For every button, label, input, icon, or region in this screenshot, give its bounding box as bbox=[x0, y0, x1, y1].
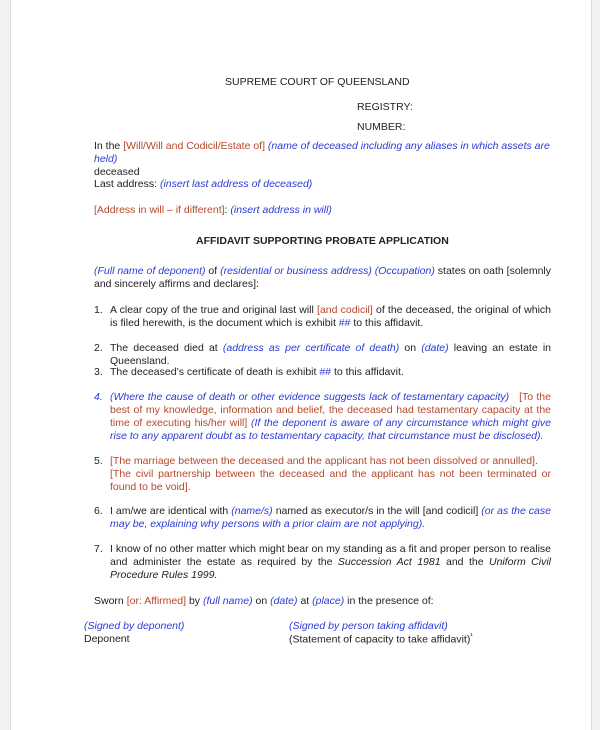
succession-act: Succession Act 1981 bbox=[337, 556, 441, 568]
sworn-text: Sworn bbox=[94, 595, 127, 607]
list-item-1 bbox=[94, 304, 551, 330]
date-hint: (date) bbox=[421, 342, 449, 354]
sworn-text: in the presence of: bbox=[344, 595, 434, 607]
item-text: leaving an estate in Queensland. bbox=[110, 342, 551, 367]
sworn-text: by bbox=[186, 595, 203, 607]
exhibit-placeholder: ## bbox=[319, 366, 332, 378]
list-item-5 bbox=[94, 455, 551, 494]
list-item-2 bbox=[94, 342, 551, 368]
list-item-6 bbox=[94, 505, 551, 531]
item-text: A clear copy of the true and original last will bbox=[110, 304, 318, 316]
item-text: and the bbox=[440, 556, 489, 568]
address-in-will-line bbox=[94, 204, 551, 217]
item-text: I am/we are identical with bbox=[110, 505, 232, 517]
number-label: NUMBER: bbox=[357, 121, 406, 133]
affirmed-option: [or: Affirmed] bbox=[126, 595, 187, 607]
intro-paragraph bbox=[94, 140, 551, 179]
item-text: on bbox=[399, 342, 422, 354]
item-number: 7. bbox=[94, 543, 103, 555]
place-hint: (place) bbox=[312, 595, 345, 607]
deponent-of: of bbox=[205, 265, 221, 277]
item-text: to this affidavit. bbox=[350, 317, 424, 329]
item-text: named as executor/s in the will [and codicil] bbox=[272, 505, 482, 517]
date-hint: (date) bbox=[270, 595, 298, 607]
document-page bbox=[10, 0, 592, 730]
deponent-full-name: (Full name of deponent) bbox=[94, 265, 206, 277]
deponent-label: Deponent bbox=[84, 633, 130, 645]
last-address-hint: (insert last address of deceased) bbox=[159, 178, 313, 190]
sworn-line bbox=[94, 595, 551, 608]
address-in-will-colon: : bbox=[224, 204, 231, 216]
prior-claim-hint: (or as the case may be, explaining why persons with a prior claim are not applying). bbox=[110, 505, 551, 530]
name-hint: (name of deceased including any aliases in which assets are held) bbox=[94, 140, 550, 165]
civil-procedure-rules: Uniform Civil Procedure Rules 1999. bbox=[110, 556, 551, 581]
deponent-signature-hint: (Signed by deponent) bbox=[84, 620, 185, 632]
witness-capacity-label bbox=[289, 633, 473, 646]
item-number: 4. bbox=[94, 391, 103, 403]
witness-capacity-text: (Statement of capacity to take affidavit) bbox=[289, 633, 471, 646]
court-heading: SUPREME COURT OF QUEENSLAND bbox=[225, 76, 410, 88]
deceased-text: deceased bbox=[94, 166, 140, 178]
full-name-hint: (full name) bbox=[202, 595, 253, 607]
registry-label: REGISTRY: bbox=[357, 101, 413, 113]
deponent-address: (residential or business address) bbox=[220, 265, 372, 277]
capacity-statement: [To the best of my knowledge, information and belief, the deceased had testamentary capacity at the time of executing his/her will] bbox=[110, 391, 551, 429]
list-item-4 bbox=[94, 391, 551, 443]
in-the-text: In the bbox=[94, 140, 124, 152]
exhibit-placeholder: ## bbox=[338, 317, 351, 329]
deponent-occupation: (Occupation) bbox=[374, 265, 435, 277]
item-number: 1. bbox=[94, 304, 103, 316]
list-item-3 bbox=[94, 366, 551, 379]
marriage-statement: [The marriage between the deceased and the applicant has not been dissolved or annulled]. bbox=[110, 455, 538, 467]
deponent-paragraph bbox=[94, 265, 551, 291]
witness-signature-hint: (Signed by person taking affidavit) bbox=[289, 620, 448, 632]
item-text: The deceased’s certificate of death is exhibit bbox=[110, 366, 320, 378]
last-address-line bbox=[94, 178, 551, 191]
item-number: 5. bbox=[94, 455, 103, 467]
item-text: The deceased died at bbox=[110, 342, 223, 354]
item-text: of the deceased, the original of which is filed herewith, is the document which is exhibit bbox=[110, 304, 551, 329]
capacity-hint: (Where the cause of death or other evidence suggests lack of testamentary capacity) bbox=[110, 391, 510, 403]
death-address-hint: (address as per certificate of death) bbox=[222, 342, 400, 354]
sworn-text: at bbox=[297, 595, 313, 607]
sworn-text: on bbox=[252, 595, 271, 607]
deponent-states: states on oath [solemnly and sincerely affirms and declares]: bbox=[94, 265, 552, 290]
footnote-marker: ¹ bbox=[470, 633, 473, 640]
will-options: [Will/Will and Codicil/Estate of] bbox=[123, 140, 265, 152]
last-address-label: Last address: bbox=[94, 178, 160, 190]
item-number: 6. bbox=[94, 505, 103, 517]
list-item-7 bbox=[94, 543, 551, 582]
names-hint: (name/s) bbox=[231, 505, 273, 517]
item-number: 2. bbox=[94, 342, 103, 354]
item-text: to this affidavit. bbox=[331, 366, 404, 378]
item-number: 3. bbox=[94, 366, 103, 378]
item-text: I know of no other matter which might bear on my standing as a fit and proper person to realise and administer the estate as required by the bbox=[110, 543, 551, 568]
civil-partnership-statement: [The civil partnership between the deceased and the applicant has not been terminated or found to be void]. bbox=[110, 468, 551, 493]
capacity-disclosure-hint: (If the deponent is aware of any circumstance which might give rise to any apparent doubt as to testamentary capacity, that circumstance must be disclosed). bbox=[110, 417, 551, 442]
codicil-option: [and codicil] bbox=[317, 304, 373, 316]
affidavit-title: AFFIDAVIT SUPPORTING PROBATE APPLICATION bbox=[196, 235, 449, 247]
address-in-will-hint: (insert address in will) bbox=[230, 204, 332, 216]
address-in-will-bracket: [Address in will – if different] bbox=[94, 204, 225, 216]
